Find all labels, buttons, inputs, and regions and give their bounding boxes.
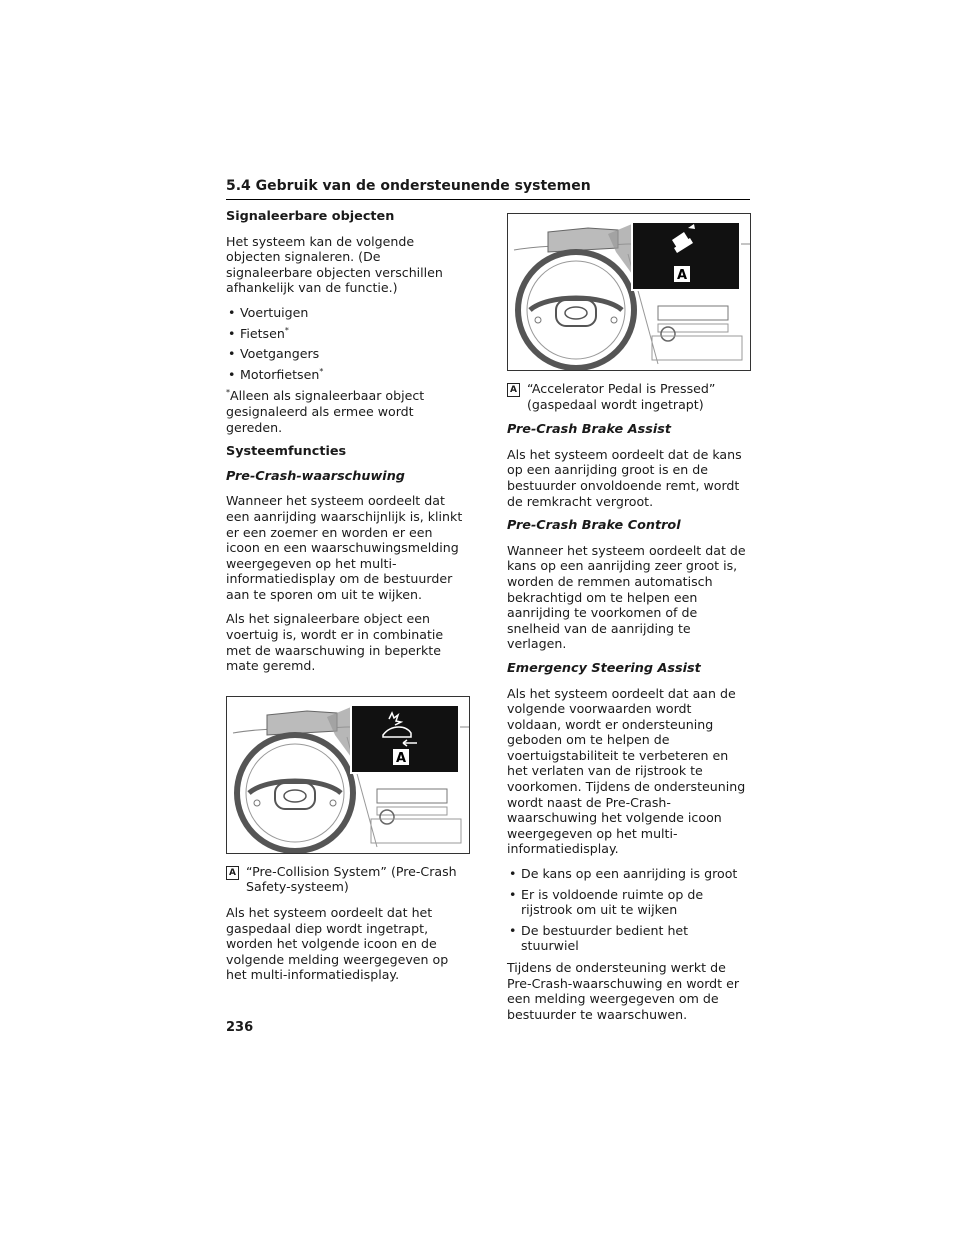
footnote-marker: * — [319, 366, 324, 376]
heading-emergency-steering: Emergency Steering Assist — [507, 660, 701, 676]
footnote: *Alleen als signaleerbaar object gesignaleerd als ermee wordt gereden. — [226, 388, 425, 435]
list-item: • De bestuurder bedient het stuurwiel — [507, 923, 747, 954]
heading-brake-control: Pre-Crash Brake Control — [507, 518, 681, 534]
dashboard-illustration — [227, 697, 469, 853]
list-item: • De kans op een aanrijding is groot — [507, 866, 747, 882]
caption-badge: A — [507, 383, 520, 397]
caption-text: “Pre-Collision System” (Pre-Crash Safety-systeem) — [246, 863, 457, 895]
heading-signaleerbare-objecten: Signaleerbare objecten — [226, 209, 395, 224]
page-header — [226, 178, 750, 200]
figure-label: A — [395, 750, 407, 766]
caption-text: “Accelerator Pedal is Pressed” (gaspedaal wordt ingetrapt) — [527, 381, 716, 412]
figure-label: A — [676, 268, 688, 283]
paragraph-warning: Wanneer het systeem oordeelt dat een aanrijding waarschijnlijk is, klinkt er een zoemer en worden er een icoon en een waarschuwingsmelding weergegeven op het multi-informatiedisplay om de bestuurder aan te sporen om uit te wijken. — [226, 493, 463, 602]
page-number: 236 — [226, 1020, 254, 1035]
left-column — [226, 209, 466, 992]
caption-pcs — [226, 864, 466, 895]
dashboard-illustration — [508, 214, 750, 370]
paragraph-brake-control: Wanneer het systeem oordeelt dat de kans op een aanrijding zeer groot is, worden de remmen automatisch bekrachtigd om te helpen een aanrijding te voorkomen of de snelheid van de aanrijding te verlagen. — [507, 542, 746, 652]
list-item: • Fietsen* — [226, 326, 466, 342]
section-title: 5.4 Gebruik van de ondersteunende systemen — [226, 178, 591, 194]
list-item: • Er is voldoende ruimte op de rijstrook om uit te wijken — [507, 887, 747, 918]
figure-dashboard-pcs — [226, 696, 470, 854]
paragraph-steering-warning: Tijdens de ondersteuning werkt de Pre-Crash-waarschuwing en wordt er een melding weergegeven om de bestuurder te waarschuwen. — [507, 960, 740, 1022]
list-item: • Voetgangers — [226, 346, 466, 362]
caption-accelerator — [507, 381, 747, 412]
footnote-marker: * — [284, 325, 289, 335]
figure-dashboard-accelerator — [507, 213, 751, 371]
paragraph-accelerator: Als het systeem oordeelt dat het gaspedaal diep wordt ingetrapt, worden het volgende icoon en de volgende melding weergegeven op het multi-informatiedisplay. — [226, 905, 449, 983]
heading-pre-crash-waarschuwing: Pre-Crash-waarschuwing — [226, 468, 405, 484]
right-column — [507, 213, 747, 1031]
header-divider — [226, 199, 750, 200]
list-item: • Voertuigen — [226, 305, 466, 321]
paragraph-objects-intro: Het systeem kan de volgende objecten signaleren. (De signaleerbare objecten verschillen afhankelijk van de functie.) — [226, 233, 443, 296]
list-item: • Motorfietsen* — [226, 367, 466, 383]
paragraph-braking: Als het signaleerbare object een voertuig is, wordt er in combinatie met de waarschuwing in beperkte mate geremd. — [226, 611, 444, 674]
object-list — [226, 305, 466, 382]
paragraph-brake-assist: Als het systeem oordeelt dat de kans op een aanrijding groot is en de bestuurder onvoldoende remt, wordt de remkracht vergroot. — [507, 446, 742, 509]
caption-badge: A — [226, 866, 239, 880]
conditions-list — [507, 866, 747, 954]
heading-brake-assist: Pre-Crash Brake Assist — [507, 422, 671, 438]
paragraph-emergency-steering: Als het systeem oordeelt dat aan de volgende voorwaarden wordt voldaan, wordt er ondersteuning geboden om te helpen de voertuigstabiliteit te verbeteren en het verlaten van de rijstrook te voorkomen. Tijdens de ondersteuning wordt naast de Pre-Crash-waarschuwing het volgende icoon weergegeven op het multi-informatiedisplay. — [507, 685, 746, 857]
heading-systeemfuncties: Systeemfuncties — [226, 444, 347, 460]
